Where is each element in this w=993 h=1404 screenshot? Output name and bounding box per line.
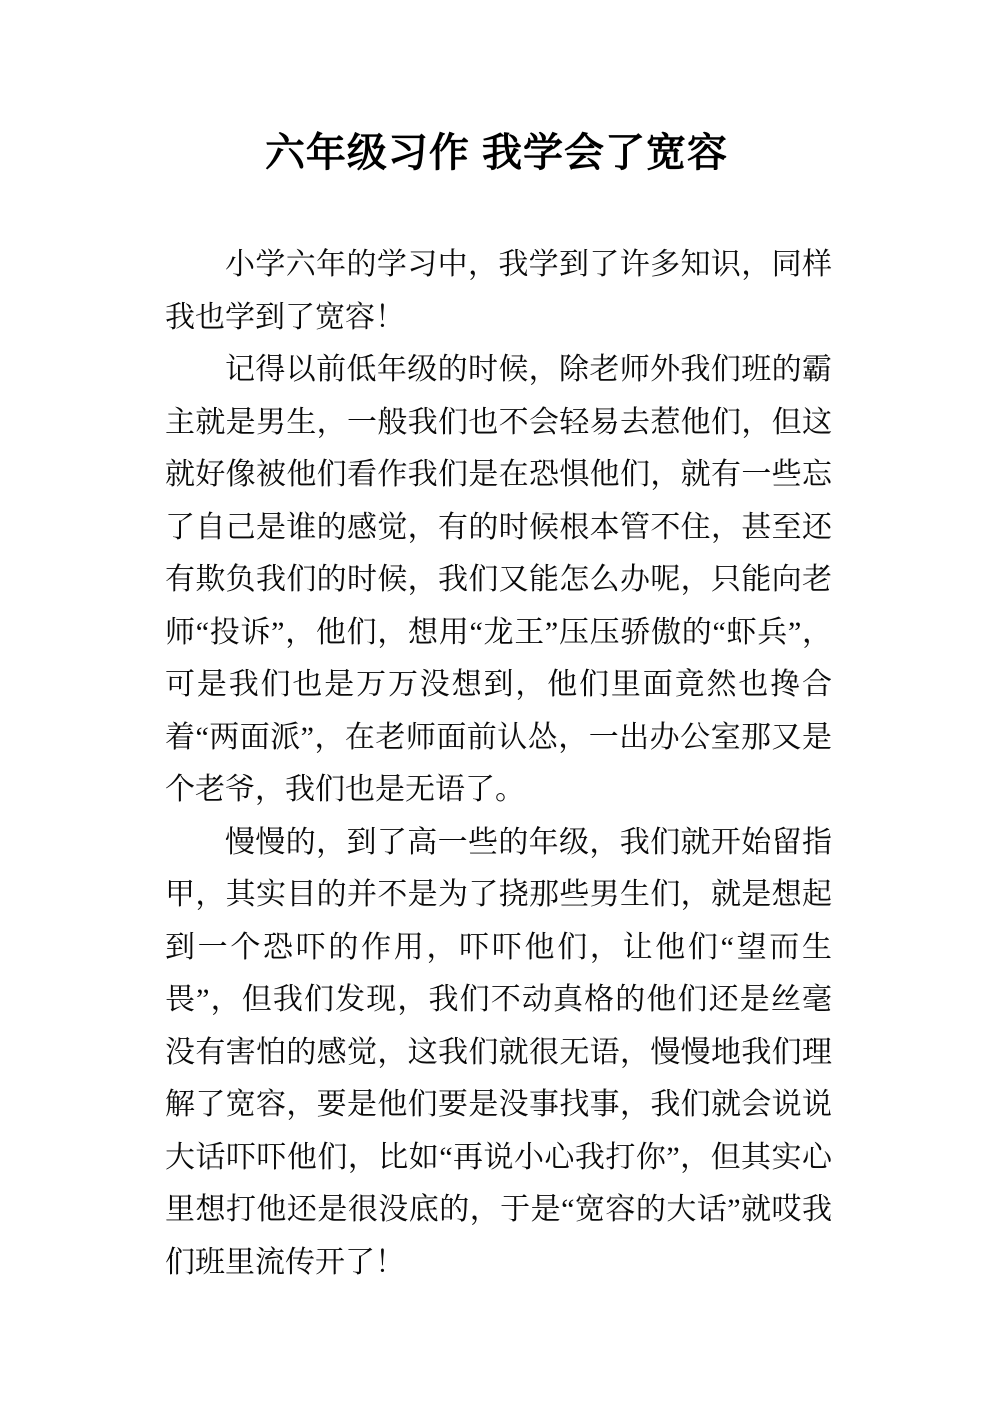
paragraph-intro: 小学六年的学习中，我学到了许多知识，同样我也学到了宽容！ [165,248,832,334]
paragraph-higher-grade-story: 慢慢的，到了高一些的年级，我们就开始留指甲，其实目的并不是为了挠那些男生们，就是想起到一个恐吓的作用，吓吓他们，让他们“望而生畏”，但我们发现，我们不动真格的他们还是丝毫没有害怕的感觉，这我们就很无语，慢慢地我们理解了宽容，要是他们要是没事找事，我们就会说说大话吓吓他们，比如“再说小心我打你”，但其实心里想打他还是很没底的，于是“宽容的大话”就哎我们班里流传开了！ [165,825,832,1279]
document-title: 六年级习作 我学会了宽容 [264,131,729,175]
document-body [165,239,832,1289]
paragraph-low-grade-story: 记得以前低年级的时候，除老师外我们班的霸主就是男生，一般我们也不会轻易去惹他们，但这就好像被他们看作我们是在恐惧他们，就有一些忘了自己是谁的感觉，有的时候根本管不住，甚至还有欺负我们的时候，我们又能怎么办呢，只能向老师“投诉”，他们，想用“龙王”压压骄傲的“虾兵”，可是我们也是万万没想到，他们里面竟然也搀合着“两面派”，在老师面前认怂，一出办公室那又是个老爷，我们也是无语了。 [165,353,832,806]
